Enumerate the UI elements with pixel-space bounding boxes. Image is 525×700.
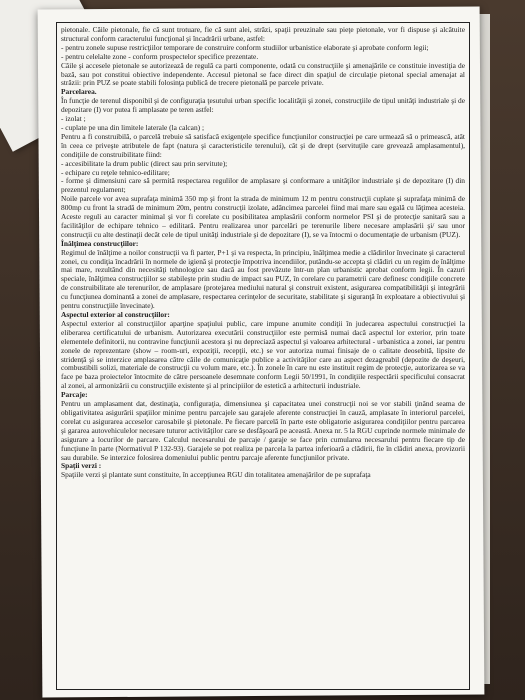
paragraph: pietonale. Căile pietonale, fie că sunt trotuare, fie că sunt alei, străzi, spaţii preuzinale sau pieţe pietonale, vor fi dispuse şi alcătuite structural conform caracterului funcţional şi încadrării urbane, astfel: <box>61 25 465 43</box>
section-heading: Parcaje: <box>61 390 88 400</box>
section-heading: Înălţimea construcţiilor: <box>61 238 139 248</box>
paragraph: - forme şi dimensiuni care să permită respectarea regulilor de amplasare şi conformare a unităţilor industriale şi de depozitare (I) din prezentul regulament; <box>61 176 465 195</box>
section-heading: Aspectul exterior al construcţiilor: <box>61 310 170 319</box>
section-heading: Parcelarea. <box>61 87 97 97</box>
paragraph: Pentru un amplasament dat, destinaţia, configuraţia, dimensiunea şi capacitatea unei construcţii noi se vor stabili ţinând seama de obligativitatea asigurării spaţiilor minime pentru parcajele sau garajele aferente construcţiei în cauză, amplasate în interiorul parcelei, corelat cu asigurarea acceselor carosabile şi pietonale. Pe fiecare parcelă în parte este obligatorie asigurarea condiţiilor pentru parcarea şi gararea autovehiculelor necesare tuturor activităţilor care se desfăşoară pe această. Anexa nr. 5 la RGU cuprinde normele minimale de asigurare a locurilor de parcare. Calculul necesarului de parcaje / garaje se face prin cumularea necesarului pentru fiecare tip de funcţiune în parte (Normativul P 132-93). Garajele se pot realiza pe parcela la partea inferioară a clădirii, fie în clădiri anexa, provizorii sau durabile. Se interzice folosirea domeniului public pentru parcaje aferente funcţiunilor private. <box>61 399 465 462</box>
paragraph: - echipare cu reţele tehnico-edilitare; <box>61 167 170 177</box>
paragraph: Noile parcele vor avea suprafaţa minimă 350 mp şi front la strada de minimum 12 m pentru construcţii cuplate şi suprafaţa minimă de 800mp cu front la stradă de minimum 20m, pentru construcţii izolate, adâncimea parcelei fiind mai mare sau egală cu lăţimea acesteia. Aceste reguli au caracter minimal şi vor fi corelate cu posibilitatea amplasării conform normelor PSI şi de protecţie sanitară sau a facilităţilor de echipare tehnico – edilitară. Pentru realizarea unor parcelări pe terenurile libere necesare amplasării şi/ sau unor construcţii cu alte destinaţii decât cele de tipul unităţi industriale şi de depozitare (I), se va întocmi o documentaţie de urbanism (PUZ). <box>61 194 465 239</box>
paragraph: Căile şi accesele pietonale se autorizează de regulă ca parti componente, odată cu construcţiile şi amenajările ce constituie investiţia de bază, sau pot constitui obiective independente. Accesul pietonal se face direct din spaţiul de circulaţie pietonal special amenajat al străzii: prin PUZ se poate stabili folosinţa publică de trecere pietonală pe parcele private. <box>61 60 465 88</box>
paragraph: - izolat ; <box>61 114 86 124</box>
paragraph: Aspectul exterior al construcţiilor aparţine spaţiului public, care impune anumite condiţii în judecarea aspectului construcţiei la eliberarea certificatului de urbanism. Autorizarea executării construcţiilor este permisă numai dacă aspectul lor exterior, prin toate elementele definitorii, nu contravine funcţiunii acestora şi nu depreciază aspectul şi valoarea arhitectural - urbanistica a zonei, iar pentru zonele de reprezentare (show – room-uri, expoziţii, recepţii, etc.) se vor autoriza numai finisaje de o calitate deosebită, lipsite de stridenţă şi se interzice amplasarea către căile de comunicaţie publice a activităţilor care au aspect dezagreabil (depozite de deşeuri, combustibili solizi, materiale de construcţii cu volum mare, etc.). În zonele în care nu este instituit regim de protecţie, autorizarea se va face pe baza proiectelor întocmite de către persoanele desemnate conform Legii 50/1991, în condiţiile respectării specificului consacrat al zonei, al armonizării cu construcţiile existente şi al principiilor de estetică a arhitecturii industriale. <box>61 318 465 391</box>
regulation-text-frame <box>56 22 470 690</box>
paragraph: În funcţie de terenul disponibil şi de configuraţia ţesutului urban specific localităţii şi zonei, construcţiile de tipul unităţi industriale şi de depozitare (I) vor putea fi amplasate pe teren astfel: <box>61 96 465 115</box>
paragraph: - pentru zonele supuse restricţiilor temporare de construire conform studiilor urbanistice elaborate şi aprobate conform legii; <box>61 42 429 52</box>
section-heading: Spaţii verzi : <box>61 461 102 471</box>
paragraph: Regimul de înălţime a noilor construcţii va fi parter, P+1 şi va respecta, în principiu, înălţimea medie a clădirilor învecinate şi caracterul zonei, cu condiţia încadrării în normele de igienă şi protecţie împotriva incendiilor, putându-se accepta şi clădiri cu un regim de înălţime mai mare, rezultând din necesităţi tehnologice sau dacă au fost prevăzute într-un plan urbanistic aprobat conform legii. În cazuri speciale, înălţimea construcţiilor se stabileşte prin studiu de impact sau PUZ, în corelare cu parametrii care definesc condiţiile concrete de construibilitate ale terenurilor, de amplasare (protejarea mediului natural şi construit existent, asigurarea compatibilităţii şi integrării cu funcţiunea dominantă a zonei de amplasare, respectarea cerinţelor de securitate, stabilitate şi siguranţă în exploatare a obiectivului şi pentru construcţiile învecinate). <box>61 247 465 311</box>
paragraph: Pentru a fi construibilă, o parcelă trebuie să satisfacă exigenţele specifice funcţiunilor construcţiei pe care urmează să o primească, atât în ceea ce priveşte atributele de fapt (natura şi caracteristicile terenului), cât şi de drept (servituţile care grevează amplasamentul), condiţiile de construibilitate fiind: <box>61 131 465 159</box>
paragraph: - cuplate pe una din limitele laterale (la calcan) ; <box>61 122 205 132</box>
paragraph: - pentru celelalte zone - conform prospectelor specifice prezentate. <box>61 51 259 61</box>
paragraph: Spaţiile verzi şi plantate sunt constituite, în accepţiunea RGU din totalitatea amenajărilor de pe suprafaţa <box>61 470 371 480</box>
paragraph: - accesibilitate la drum public (direct sau prin servitute); <box>61 158 228 168</box>
